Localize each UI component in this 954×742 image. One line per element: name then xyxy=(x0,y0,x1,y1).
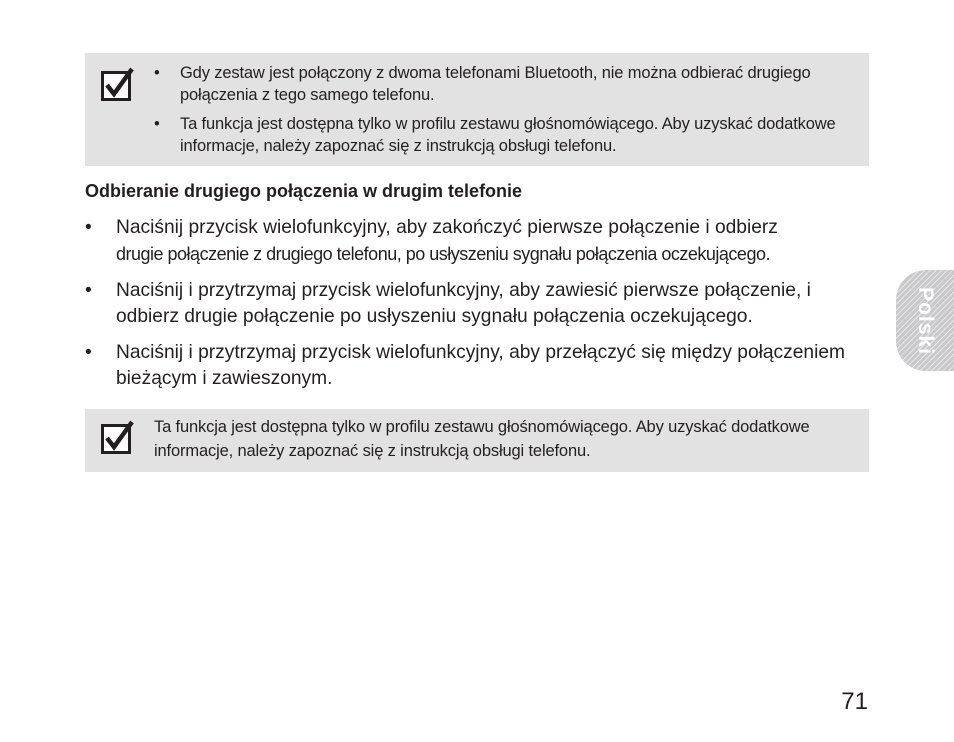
checkbox-check-icon xyxy=(101,67,135,101)
section-heading: Odbieranie drugiego połączenia w drugim telefonie xyxy=(85,181,523,201)
instruction-text-line2: drugie połączenie z drugiego telefonu, po usłyszeniu sygnału połączenia oczekującego. xyxy=(116,244,770,264)
instruction-list xyxy=(85,215,875,402)
language-tab-label: Polski xyxy=(914,286,937,355)
bullet: • xyxy=(85,217,92,238)
instruction-item xyxy=(85,340,875,392)
note-item-text: Gdy zestaw jest połączony z dwoma telefonami Bluetooth, nie można odbierać drugiego połączenia z tego samego telefonu. xyxy=(180,64,811,104)
note-item xyxy=(154,62,854,106)
instruction-text: Naciśnij i przytrzymaj przycisk wielofunkcyjny, aby zawiesić pierwsze połączenie, i odbierz drugie połączenie po usłyszeniu sygnału połączenia oczekującego. xyxy=(116,280,811,327)
instruction-text-line1: Naciśnij przycisk wielofunkcyjny, aby zakończyć pierwsze połączenie i odbierz xyxy=(116,217,778,238)
bullet: • xyxy=(85,342,92,363)
note-box-1 xyxy=(85,53,869,166)
note-text: Ta funkcja jest dostępna tylko w profilu zestawu głośnomówiącego. Aby uzyskać dodatkowe informacje, należy zapoznać się z instrukcją obsługi telefonu. xyxy=(154,418,810,460)
note-item xyxy=(154,113,854,157)
bullet: • xyxy=(154,115,160,133)
note-list xyxy=(154,62,854,164)
page-number: 71 xyxy=(841,688,868,715)
checkbox-check-icon xyxy=(101,420,135,454)
bullet: • xyxy=(85,280,92,301)
note-box-2 xyxy=(85,409,869,472)
note-item-text: Ta funkcja jest dostępna tylko w profilu zestawu głośnomówiącego. Aby uzyskać dodatkowe informacje, należy zapoznać się z instrukcją obsługi telefonu. xyxy=(180,115,836,155)
instruction-item xyxy=(85,278,875,330)
language-tab xyxy=(896,270,954,371)
instruction-item xyxy=(85,215,875,268)
instruction-text: Naciśnij i przytrzymaj przycisk wielofunkcyjny, aby przełączyć się między połączeniem bieżącym i zawieszonym. xyxy=(116,342,845,389)
bullet: • xyxy=(154,64,160,82)
